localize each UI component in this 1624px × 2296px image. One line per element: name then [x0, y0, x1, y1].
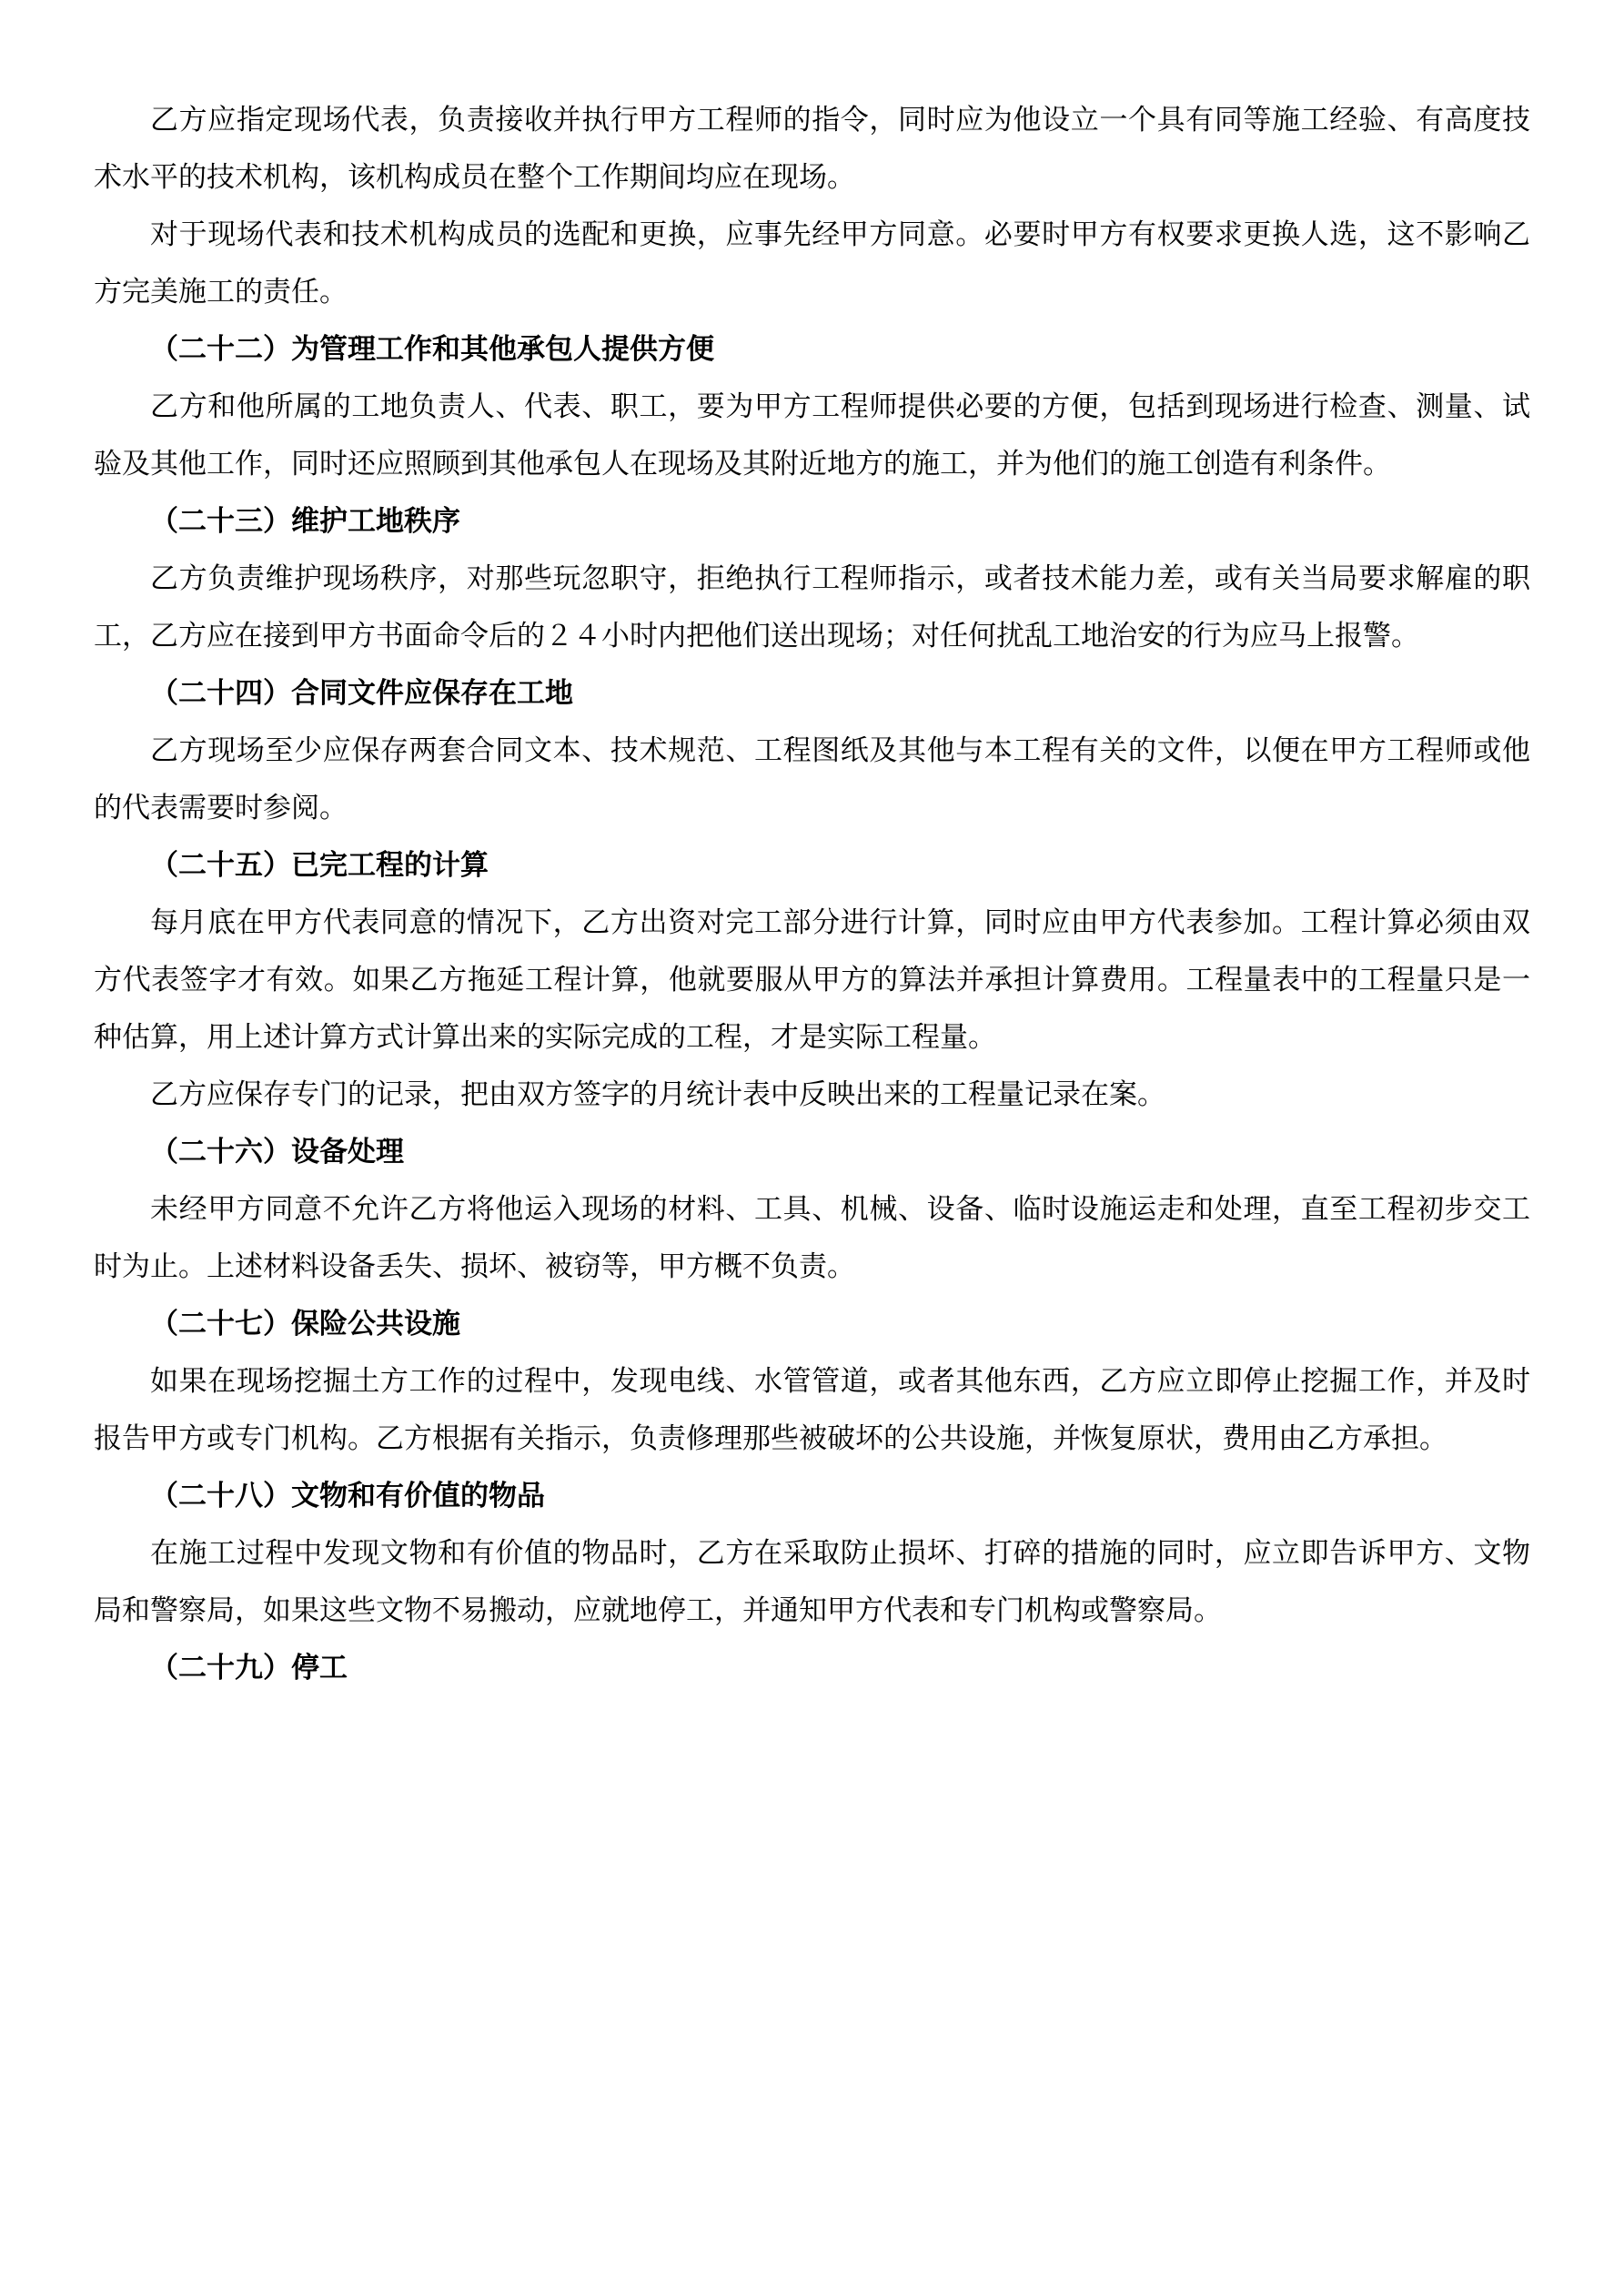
paragraph: 乙方和他所属的工地负责人、代表、职工，要为甲方工程师提供必要的方便，包括到现场进行检查、测量、试验及其他工作，同时还应照顾到其他承包人在现场及其附近地方的施工，并为他们的施工创造有利条件。	[94, 390, 1530, 480]
section-heading: （二十五）已完工程的计算	[150, 849, 489, 881]
paragraph: 乙方应指定现场代表，负责接收并执行甲方工程师的指令，同时应为他设立一个具有同等施工经验、有高度技术水平的技术机构，该机构成员在整个工作期间均应在现场。	[94, 104, 1530, 193]
paragraph: 在施工过程中发现文物和有价值的物品时，乙方在采取防止损坏、打碎的措施的同时，应立即告诉甲方、文物局和警察局，如果这些文物不易搬动，应就地停工，并通知甲方代表和专门机构或警察局。	[94, 1537, 1530, 1626]
paragraph: 乙方负责维护现场秩序，对那些玩忽职守，拒绝执行工程师指示，或者技术能力差，或有关当局要求解雇的职工，乙方应在接到甲方书面命令后的２４小时内把他们送出现场；对任何扰乱工地治安的行为应马上报警。	[94, 562, 1530, 652]
paragraph: 如果在现场挖掘土方工作的过程中，发现电线、水管管道，或者其他东西，乙方应立即停止挖掘工作，并及时报告甲方或专门机构。乙方根据有关指示，负责修理那些被破坏的公共设施，并恢复原状，费用由乙方承担。	[94, 1365, 1530, 1454]
section-heading: （二十三）维护工地秩序	[150, 505, 460, 537]
section-heading: （二十九）停工	[150, 1652, 348, 1684]
section-heading: （二十六）设备处理	[150, 1136, 404, 1168]
section-heading: （二十七）保险公共设施	[150, 1308, 460, 1340]
section-heading: （二十四）合同文件应保存在工地	[150, 677, 573, 709]
paragraph: 每月底在甲方代表同意的情况下，乙方出资对完工部分进行计算，同时应由甲方代表参加。工程计算必须由双方代表签字才有效。如果乙方拖延工程计算，他就要服从甲方的算法并承担计算费用。工程量表中的工程量只是一种估算，用上述计算方式计算出来的实际完成的工程，才是实际工程量。	[94, 906, 1530, 1053]
paragraph: 乙方应保存专门的记录，把由双方签字的月统计表中反映出来的工程量记录在案。	[150, 1078, 1165, 1110]
document-content	[94, 91, 1530, 1696]
paragraph: 未经甲方同意不允许乙方将他运入现场的材料、工具、机械、设备、临时设施运走和处理，直至工程初步交工时为止。上述材料设备丢失、损坏、被窃等，甲方概不负责。	[94, 1193, 1530, 1282]
paragraph: 乙方现场至少应保存两套合同文本、技术规范、工程图纸及其他与本工程有关的文件，以便在甲方工程师或他的代表需要时参阅。	[94, 734, 1530, 824]
section-heading: （二十二）为管理工作和其他承包人提供方便	[150, 333, 714, 365]
paragraph: 对于现场代表和技术机构成员的选配和更换，应事先经甲方同意。必要时甲方有权要求更换人选，这不影响乙方完美施工的责任。	[94, 218, 1530, 308]
section-heading: （二十八）文物和有价值的物品	[150, 1480, 545, 1512]
